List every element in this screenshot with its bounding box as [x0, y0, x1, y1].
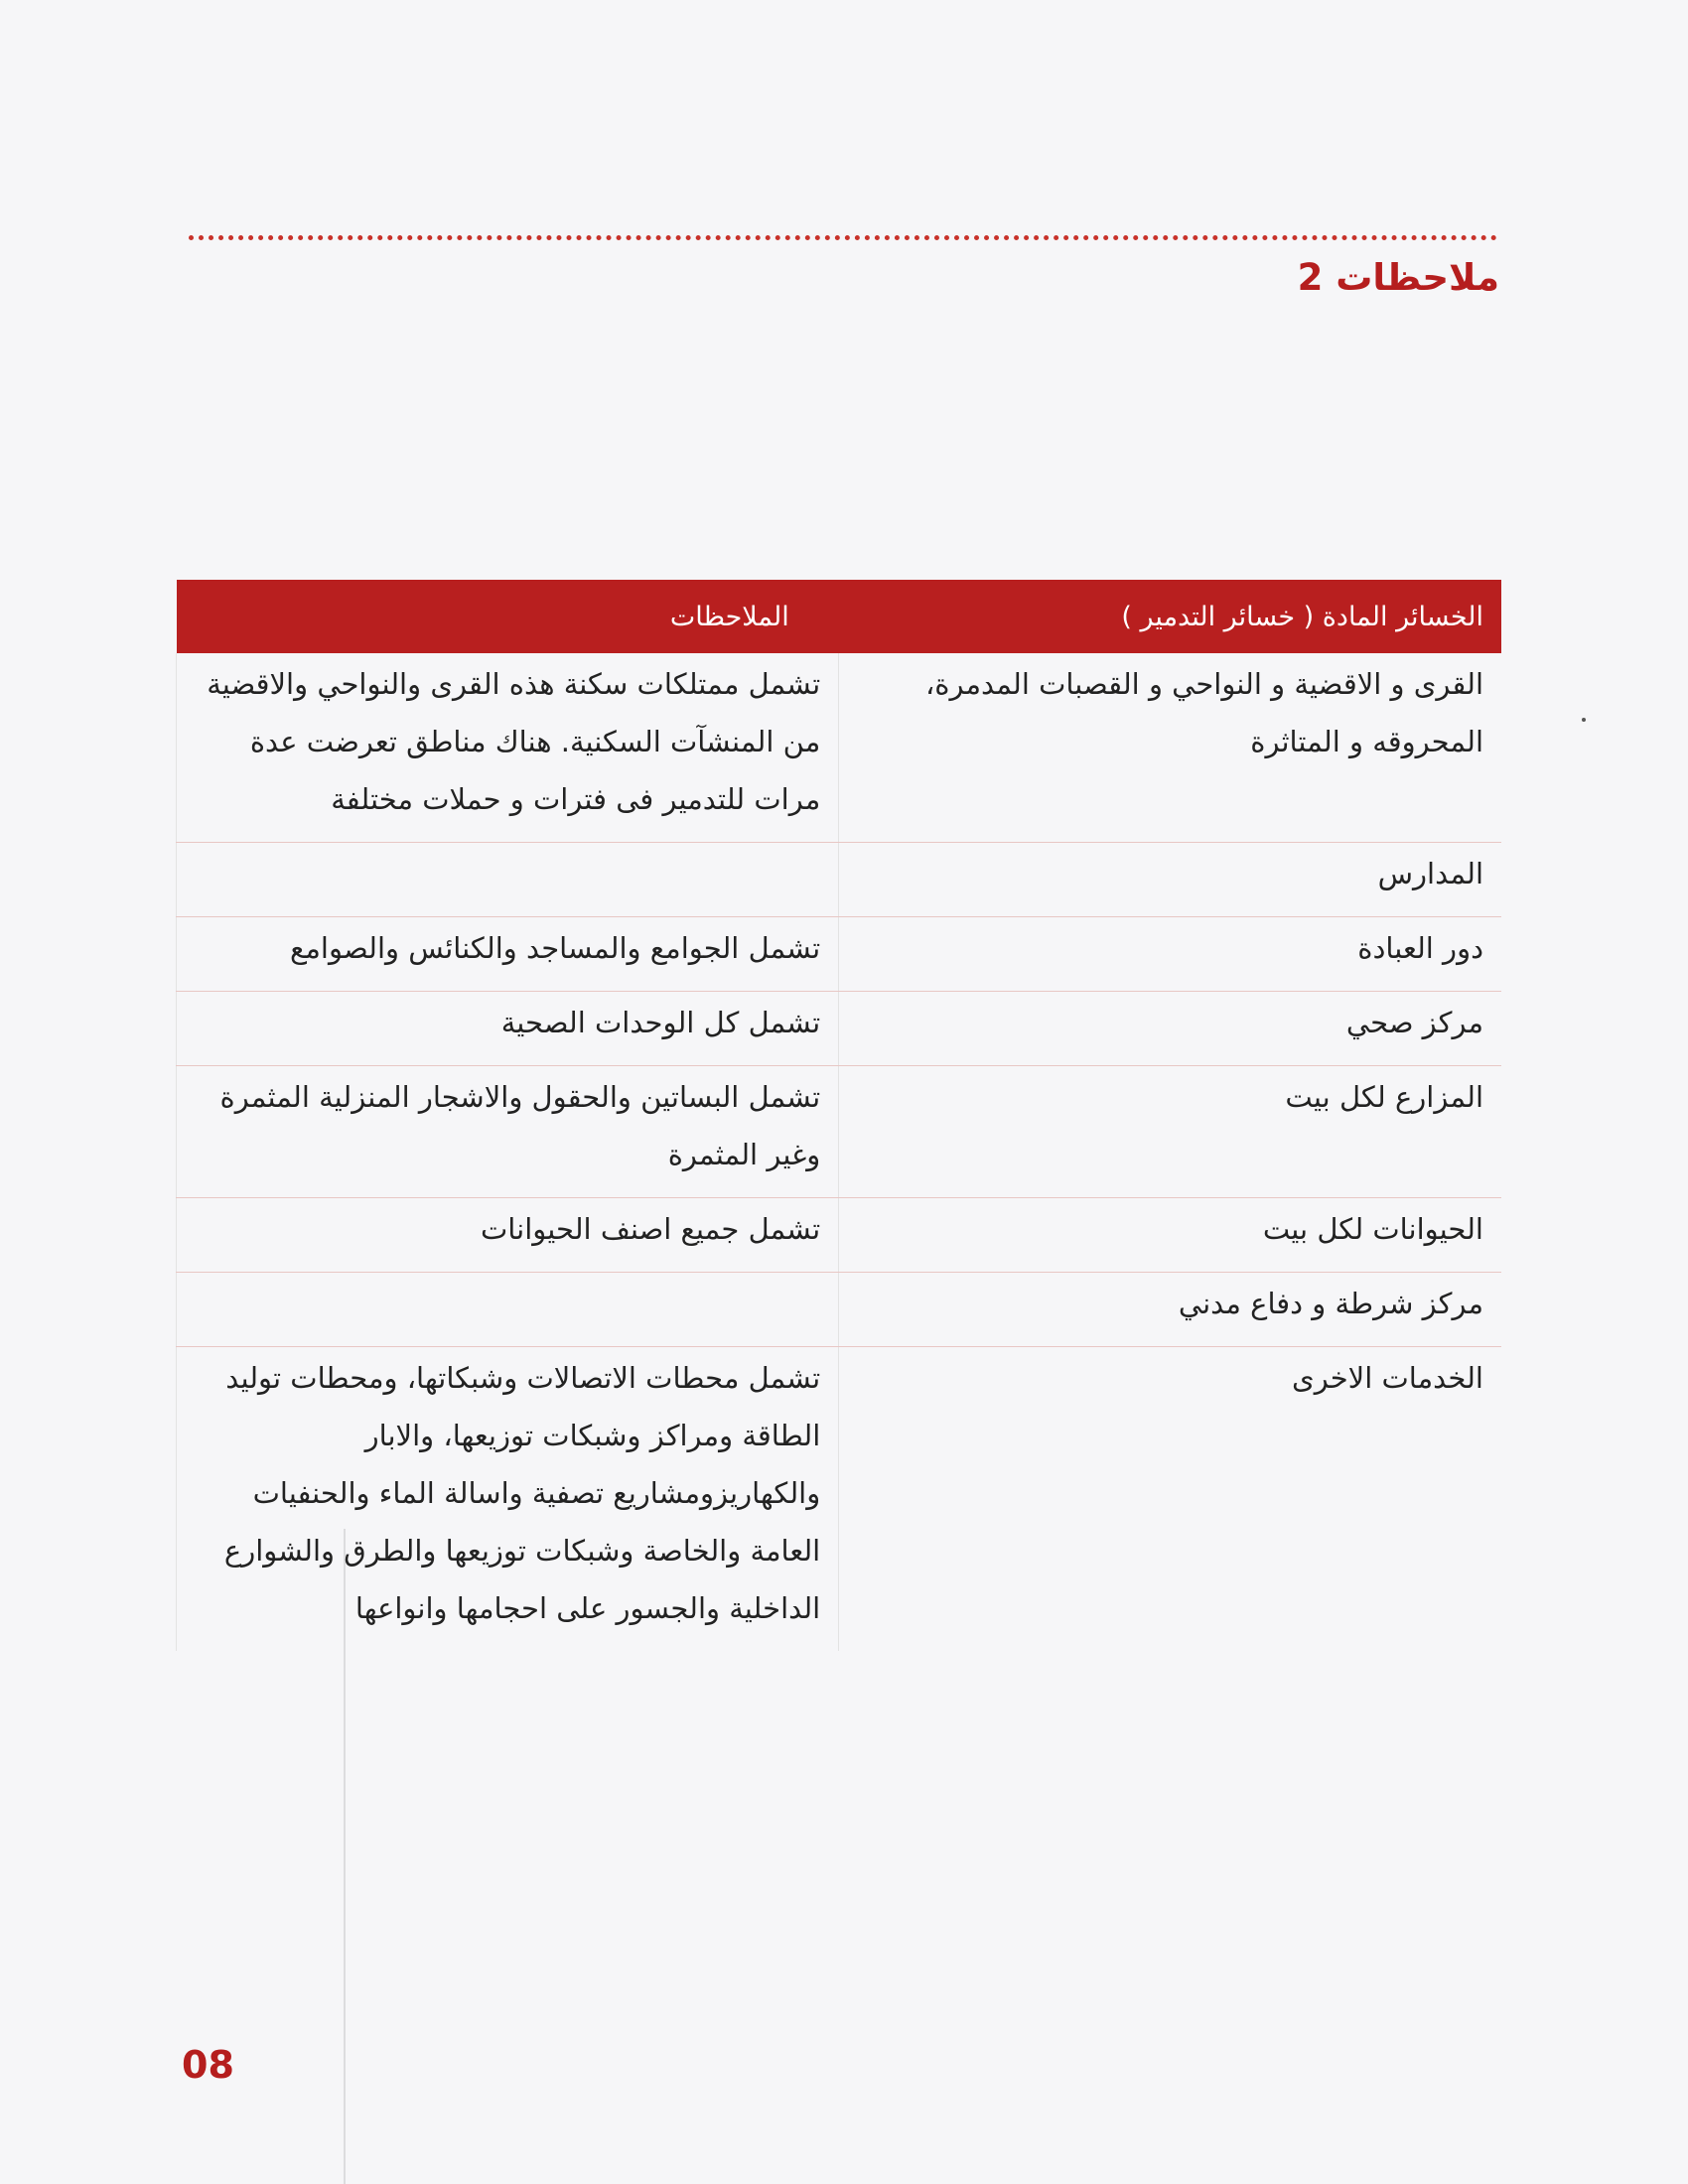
row-loss-cell: الحيوانات لكل بيت [839, 1198, 1501, 1273]
row-notes-cell: تشمل جميع اصنف الحيوانات [177, 1198, 839, 1273]
row-notes-cell [177, 843, 839, 917]
row-loss-cell: مركز شرطة و دفاع مدني [839, 1273, 1501, 1347]
losses-table [176, 580, 1501, 1651]
page-number: 08 [182, 2043, 234, 2087]
table-row [177, 917, 1502, 992]
row-loss-cell: المدارس [839, 843, 1501, 917]
row-loss-cell: مركز صحي [839, 992, 1501, 1066]
header-material-losses: الخسائر المادة ( خسائر التدمير ) [839, 580, 1501, 653]
row-loss-cell: دور العبادة [839, 917, 1501, 992]
row-notes-cell: تشمل محطات الاتصالات وشبكاتها، ومحطات توليد الطاقة ومراكز وشبكات توزيعها، والابار والكهاريزومشاريع تصفية واسالة الماء والحنفيات العامة والخاصة وشبكات توزيعها والطرق والشوارع الداخلية والجسور على احجامها وانواعها [177, 1347, 839, 1652]
table-row [177, 653, 1502, 843]
row-notes-cell: تشمل البساتين والحقول والاشجار المنزلية المثمرة وغير المثمرة [177, 1066, 839, 1198]
table-row [177, 1198, 1502, 1273]
dotted-divider [189, 235, 1497, 240]
header-notes: الملاحظات [177, 580, 839, 653]
row-loss-cell: الخدمات الاخرى [839, 1347, 1501, 1652]
section-title: ملاحظات 2 [1297, 256, 1499, 299]
table-row [177, 843, 1502, 917]
scan-artifact-dot [1582, 718, 1586, 722]
table-row [177, 992, 1502, 1066]
row-notes-cell: تشمل ممتلكات سكنة هذه القرى والنواحي والاقضية من المنشآت السكنية. هناك مناطق تعرضت عدة مرات للتدمير فى فترات و حملات مختلفة [177, 653, 839, 843]
row-notes-cell: تشمل الجوامع والمساجد والكنائس والصوامع [177, 917, 839, 992]
row-notes-cell: تشمل كل الوحدات الصحية [177, 992, 839, 1066]
row-loss-cell: القرى و الاقضية و النواحي و القصبات المدمرة، المحروقه و المتاثرة [839, 653, 1501, 843]
table-row [177, 1273, 1502, 1347]
table-row [177, 1347, 1502, 1652]
table-row [177, 1066, 1502, 1198]
row-loss-cell: المزارع لكل بيت [839, 1066, 1501, 1198]
table-header-row [177, 580, 1502, 653]
row-notes-cell [177, 1273, 839, 1347]
